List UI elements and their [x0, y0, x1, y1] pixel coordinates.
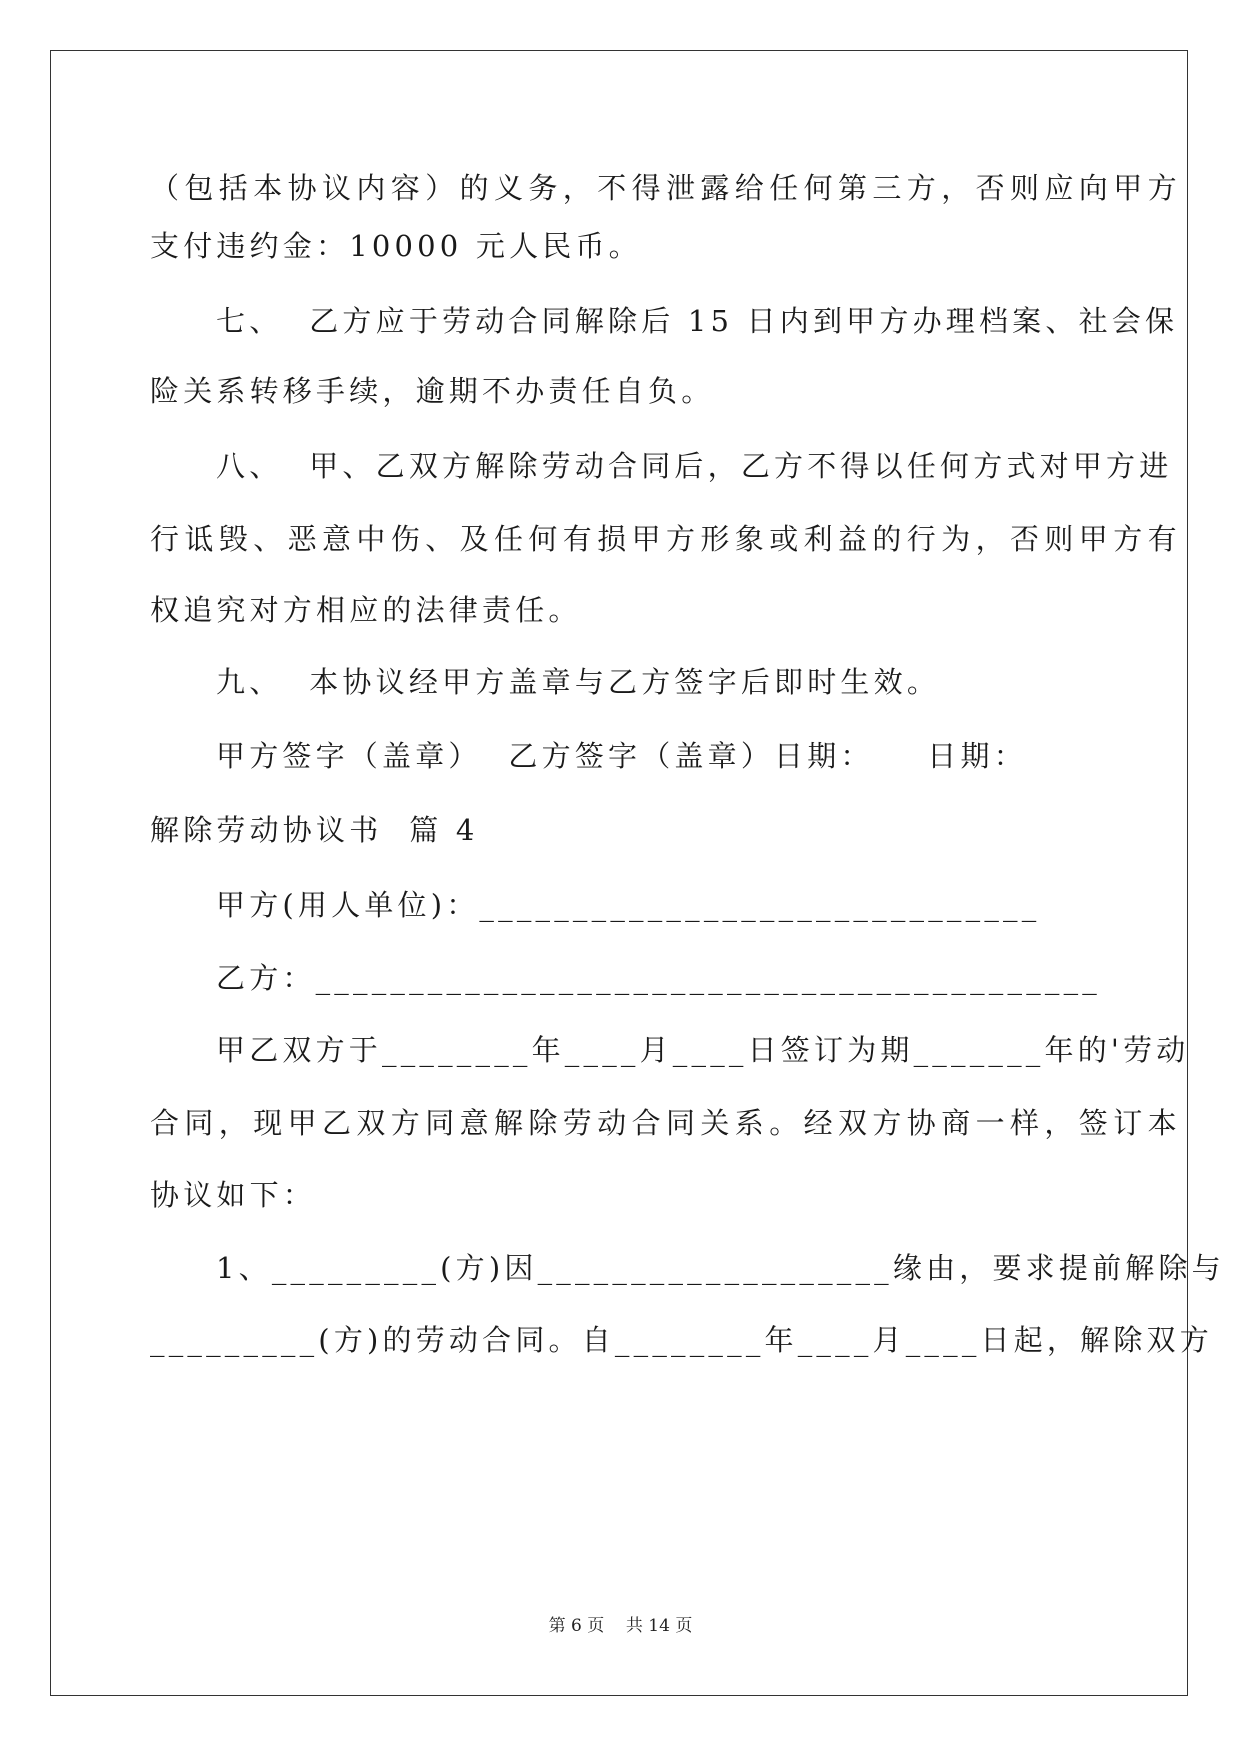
preamble-line-2: 合同，现甲乙双方同意解除劳动合同关系。经双方协商一样，签订本	[150, 1106, 1183, 1140]
preamble-line-1: 甲乙双方于________年____月____日签订为期_______年的'劳动	[216, 1033, 1190, 1067]
preamble-line-3: 协议如下：	[150, 1178, 317, 1212]
clause-7-line-1: 七、 乙方应于劳动合同解除后 15 日内到甲方办理档案、社会保	[216, 304, 1179, 338]
clause-8-line-1: 八、 甲、乙双方解除劳动合同后，乙方不得以任何方式对甲方进	[216, 449, 1173, 483]
clause-8-line-3: 权追究对方相应的法律责任。	[150, 593, 582, 627]
signature-line: 甲方签字（盖章） 乙方签字（盖章）日期： 日期：	[216, 739, 1027, 773]
section-heading: 解除劳动协议书 篇 4	[150, 813, 479, 847]
party-b-field: 乙方：__________________________________________	[216, 961, 1101, 995]
clause-7-line-2: 险关系转移手续，逾期不办责任自负。	[150, 374, 715, 408]
party-a-field: 甲方(用人单位)：______________________________	[216, 888, 1041, 922]
item-1-line-1: 1、_________(方)因___________________缘由，要求提前解除与	[216, 1251, 1225, 1285]
page-number-footer: 第 6 页 共 14 页	[548, 1616, 693, 1636]
clause-8-line-2: 行诋毁、恶意中伤、及任何有损甲方形象或利益的行为，否则甲方有	[150, 522, 1183, 556]
body-line-1: （包括本协议内容）的义务，不得泄露给任何第三方，否则应向甲方	[150, 171, 1183, 205]
clause-9-line: 九、 本协议经甲方盖章与乙方签字后即时生效。	[216, 665, 941, 699]
page-border	[50, 50, 1188, 1696]
body-line-2: 支付违约金：10000 元人民币。	[150, 229, 642, 263]
item-1-line-2: _________(方)的劳动合同。自________年____月____日起，解除双方	[150, 1323, 1213, 1357]
